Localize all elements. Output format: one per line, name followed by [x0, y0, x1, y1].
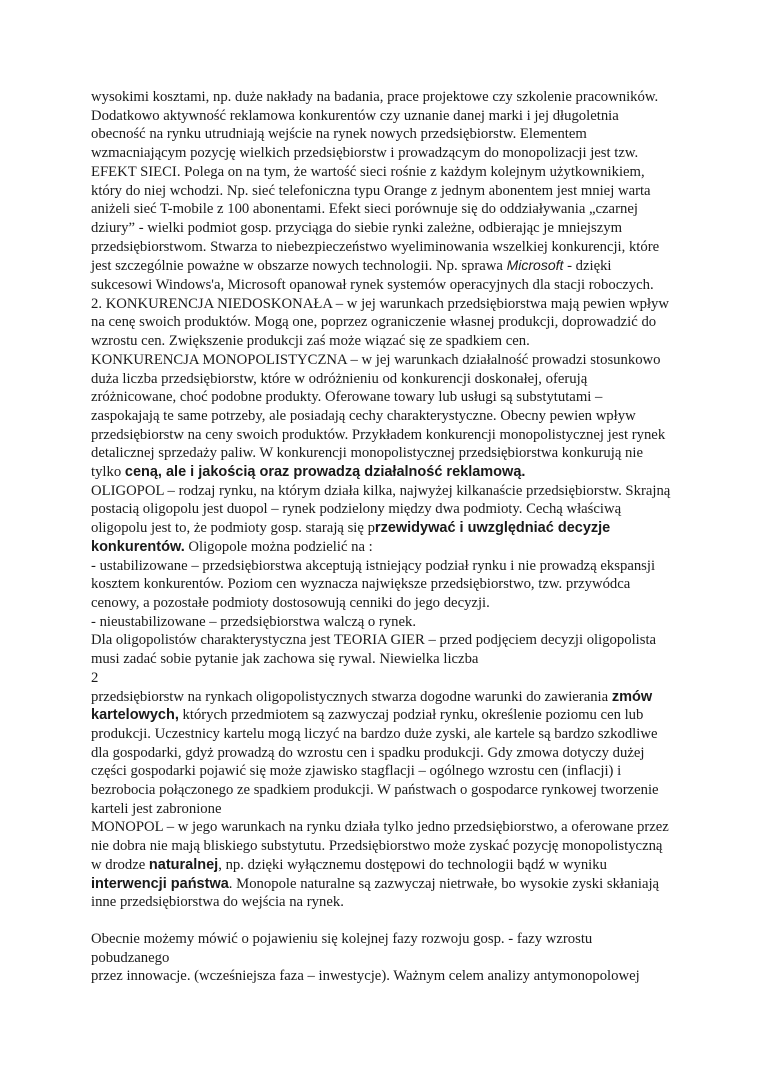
text-run: , np. dzięki wyłącznemu dostępowi do technologii bądź w wyniku	[218, 856, 607, 873]
paragraph-monopolistic-competition	[91, 351, 671, 482]
emphasis-microsoft: Microsoft	[506, 257, 564, 274]
text-run: KONKURENCJA MONOPOLISTYCZNA – w jej warunkach działalność prowadzi stosunkowo duża liczba przedsiębiorstw, które w odróżnieniu od konkurencji doskonałej, oferują zróżnicowane, choć podobne produkty. Oferowane towary lub usługi są substytutami – zaspokajają te same potrzeby, ale posiadają cechy charakterystyczne. Obecny pewien wpływ przedsiębiorstw na ceny swoich produktów. Przykładem konkurencji monopolistycznej jest rynek detalicznej sprzedaży paliw. W konkurencji monopolistycznej przedsiębiorstwa konkurują nie tylko	[91, 351, 666, 481]
emphasis-bold: ceną, ale i jakością oraz prowadzą działalność reklamową.	[124, 464, 526, 481]
paragraph-monopoly	[91, 818, 671, 912]
page-number: 2	[91, 669, 99, 686]
paragraph-antimonopoly: przez innowacje. (wcześniejsza faza – inwestycje). Ważnym celem analizy antymonopolowej	[91, 968, 640, 985]
emphasis-bold: naturalnej	[148, 856, 219, 873]
text-run: - dzięki sukcesowi Windows'a, Microsoft opanował rynek systemów operacyjnych dla stacji roboczych.	[91, 258, 654, 294]
paragraph-innovation-phase: Obecnie możemy mówić o pojawieniu się kolejnej fazy rozwoju gosp. - fazy wzrostu pobudzanego	[91, 930, 593, 966]
text-run: OLIGOPOL – rodzaj rynku, na którym działa kilka, najwyżej kilkanaście przedsiębiorstw. Skrajną postacią oligopolu jest duopol – rynek podzielony między dwa podmioty. Cechą właściwą oligopolu jest to, że podmioty gosp. starają się p	[91, 482, 671, 537]
emphasis-bold: interwencji państwa	[91, 875, 229, 892]
text-run: Oligopole można podzielić na :	[184, 538, 373, 555]
emphasis-bold: rzewidywać i uwzględniać decyzje konkurentów.	[91, 520, 611, 555]
paragraph-oligopoly	[91, 482, 671, 557]
paragraph-cartels	[91, 688, 671, 819]
paragraph-stabilized: - ustabilizowane – przedsiębiorstwa akceptują istniejący podział rynku i nie prowadzą ekspansji kosztem konkurentów. Poziom cen wyznacza największe przedsiębiorstwo, tzw. przywódca cenowy, a pozostałe podmioty dostosowują cenniki do jego decyzji.	[91, 557, 656, 611]
paragraph-network-effect	[91, 88, 671, 295]
paragraph-unstabilized: - nieustabilizowane – przedsiębiorstwa walczą o rynek.	[91, 613, 417, 630]
paragraph-gap	[91, 912, 671, 930]
text-run: których przedmiotem są zazwyczaj podział rynku, określenie poziomu cen lub produkcji. Uczestnicy kartelu mogą liczyć na bardzo duże zyski, ale kartele są bardzo szkodliwe dla gospodarki, gdyż prowadzą do wzrostu cen i spadku produkcji. Gdy zmowa dotyczy dużej części gospodarki pojawić się może zjawisko stagflacji – ogólnego wzrostu cen (inflacji) i bezrobocia połączonego ze spadkiem produkcji. W państwach o gospodarce rynkowej tworzenie karteli jest zabronione	[91, 707, 659, 817]
text-run: przedsiębiorstw na rynkach oligopolistycznych stwarza dogodne warunki do zawierania	[91, 688, 612, 705]
paragraph-imperfect-competition: 2. KONKURENCJA NIEDOSKONAŁA – w jej warunkach przedsiębiorstwa mają pewien wpływ na cenę swoich produktów. Mogą one, poprzez ograniczenie własnej produkcji, doprowadzić do wzrostu cen. Zwiększenie produkcji zaś może wiązać się ze spadkiem cen.	[91, 295, 670, 350]
document-page	[91, 88, 671, 986]
text-run: . Monopole naturalne są zazwyczaj nietrwałe, bo wysokie zyski skłaniają inne przedsiębiorstwa do wejścia na rynek.	[91, 875, 660, 911]
text-run: wysokimi kosztami, np. duże nakłady na badania, prace projektowe czy szkolenie pracowników. Dodatkowo aktywność reklamowa konkurentów czy uznanie danej marki i jej długoletnia obecność na rynku utrudniają wejście na rynek nowych przedsiębiorstw. Elementem wzmacniającym pozycję wielkich przedsiębiorstw i prowadzącym do monopolizacji jest tzw. EFEKT SIECI. Polega on na tym, że wartość sieci rośnie z każdym kolejnym użytkownikiem, który do niej wchodzi. Np. sieć telefoniczna typu Orange z jednym abonentem jest mniej warta aniżeli sieć T-mobile z 100 abonentami. Efekt sieci porównuje się do oddziaływania „czarnej dziury” - wielki podmiot gosp. przyciąga do siebie rynki zależne, odbierając je mniejszym przedsiębiorstwom. Stwarza to niebezpieczeństwo wyeliminowania wszelkiej konkurencji, które jest szczególnie poważne w obszarze nowych technologii. Np. sprawa	[91, 89, 660, 275]
emphasis-bold: zmów kartelowych,	[91, 688, 653, 724]
paragraph-game-theory: Dla oligopolistów charakterystyczna jest TEORIA GIER – przed podjęciem decyzji oligopolista musi zadać sobie pytanie jak zachowa się rywal. Niewielka liczba	[91, 632, 657, 668]
text-run: MONOPOL – w jego warunkach na rynku działa tylko jedno przedsiębiorstwo, a oferowane przez nie dobra nie mają bliskiego substytutu. Przedsiębiorstwo może zyskać pozycję monopolistyczną w drodze	[91, 819, 669, 873]
